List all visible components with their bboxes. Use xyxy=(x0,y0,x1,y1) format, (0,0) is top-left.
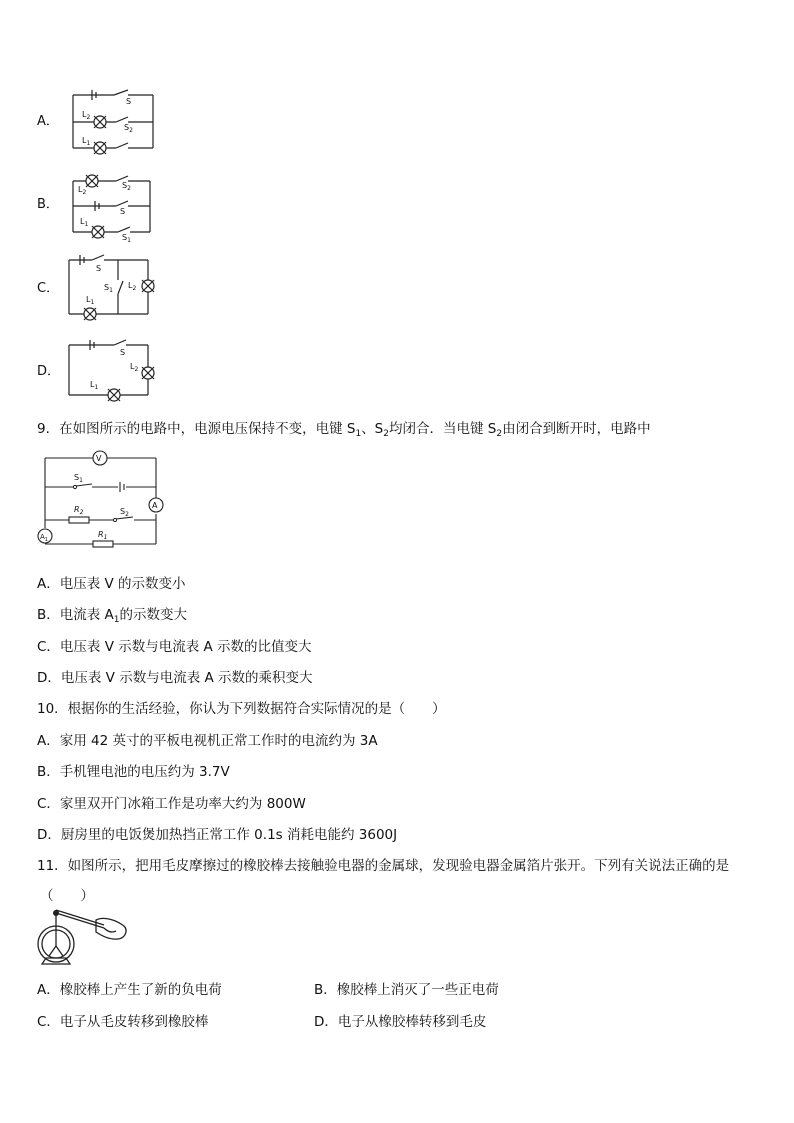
q11-option-a[interactable]: A．橡胶棒上产生了新的负电荷 xyxy=(37,982,222,998)
circuit-diagram-c xyxy=(66,252,161,322)
lamp-l1-label: $L_1$ xyxy=(80,217,89,228)
switch-s2-label: $S_2$ xyxy=(120,507,129,518)
q11-option-c[interactable]: C．电子从毛皮转移到橡胶棒 xyxy=(37,1014,209,1030)
lamp-l2-label: $L_2$ xyxy=(82,110,91,121)
ammeter-a-label: A xyxy=(152,501,158,510)
switch-s-label: S xyxy=(96,264,102,273)
q10-option-a[interactable]: A．家用 42 英寸的平板电视机正常工作时的电流约为 3A xyxy=(37,733,378,749)
option-a-label[interactable]: A． xyxy=(37,114,59,129)
ammeter-a1-label: $A_1$ xyxy=(40,533,48,543)
q11-answer-paren: （ ） xyxy=(40,888,94,904)
option-d-label[interactable]: D． xyxy=(37,364,61,379)
option-b-label[interactable]: B． xyxy=(37,197,59,212)
switch-s2-label: $S_2$ xyxy=(122,181,131,192)
switch-s-label: S xyxy=(126,97,132,106)
switch-s1-label: $S_1$ xyxy=(74,473,83,484)
q9-option-b[interactable]: B．电流表 $A_1$的示数变大 xyxy=(37,607,188,625)
circuit-diagram-d xyxy=(66,337,161,403)
switch-s2-label: $S_2$ xyxy=(124,123,133,134)
q10-stem: 10．根据你的生活经验，你认为下列数据符合实际情况的是（ ） xyxy=(37,701,446,717)
switch-s-label: S xyxy=(120,207,126,216)
resistor-r1-label: $R_1$ xyxy=(98,530,108,541)
q10-option-c[interactable]: C．家里双开门冰箱工作是功率大约为 800W xyxy=(37,796,306,812)
q9-stem: 9．在如图所示的电路中，电源电压保持不变，电键 $S_1$、$S_2$均闭合．当电键 $S_2$由闭合到断开时，电路中 xyxy=(37,421,651,439)
switch-s1-label: $S_1$ xyxy=(104,283,113,294)
voltmeter-v-label: V xyxy=(96,454,102,463)
q9-option-a[interactable]: A．电压表 V 的示数变小 xyxy=(37,576,186,592)
lamp-l2-label: $L_2$ xyxy=(130,362,139,373)
q11-option-d[interactable]: D．电子从橡胶棒转移到毛皮 xyxy=(314,1014,487,1030)
lamp-l1-label: $L_1$ xyxy=(86,295,95,306)
q9-option-c[interactable]: C．电压表 V 示数与电流表 A 示数的比值变大 xyxy=(37,639,312,655)
switch-s-label: S xyxy=(120,348,126,357)
circuit-diagram-a xyxy=(70,88,160,153)
switch-s1-label: $S_1$ xyxy=(122,233,131,244)
q9-option-d[interactable]: D．电压表 V 示数与电流表 A 示数的乘积变大 xyxy=(37,670,313,686)
lamp-l1-label: $L_1$ xyxy=(82,136,91,147)
q10-option-d[interactable]: D．厨房里的电饭煲加热挡正常工作 0.1s 消耗电能约 3600J xyxy=(37,827,398,843)
q9-circuit-diagram xyxy=(36,448,171,558)
circuit-diagram-b xyxy=(70,172,160,244)
option-c-label[interactable]: C． xyxy=(37,281,60,296)
resistor-r2-label: $R_2$ xyxy=(74,505,84,516)
lamp-l2-label: $L_2$ xyxy=(78,185,87,196)
q11-option-b[interactable]: B．橡胶棒上消灭了一些正电荷 xyxy=(314,982,499,998)
lamp-l2-label: $L_2$ xyxy=(128,281,137,292)
lamp-l1-label: $L_1$ xyxy=(90,380,99,391)
q11-stem: 11．如图所示，把用毛皮摩擦过的橡胶棒去接触验电器的金属球，发现验电器金属箔片张开。下列有关说法正确的是 xyxy=(37,858,730,874)
q10-option-b[interactable]: B．手机锂电池的电压约为 3.7V xyxy=(37,764,230,780)
electroscope-illustration xyxy=(34,906,134,968)
